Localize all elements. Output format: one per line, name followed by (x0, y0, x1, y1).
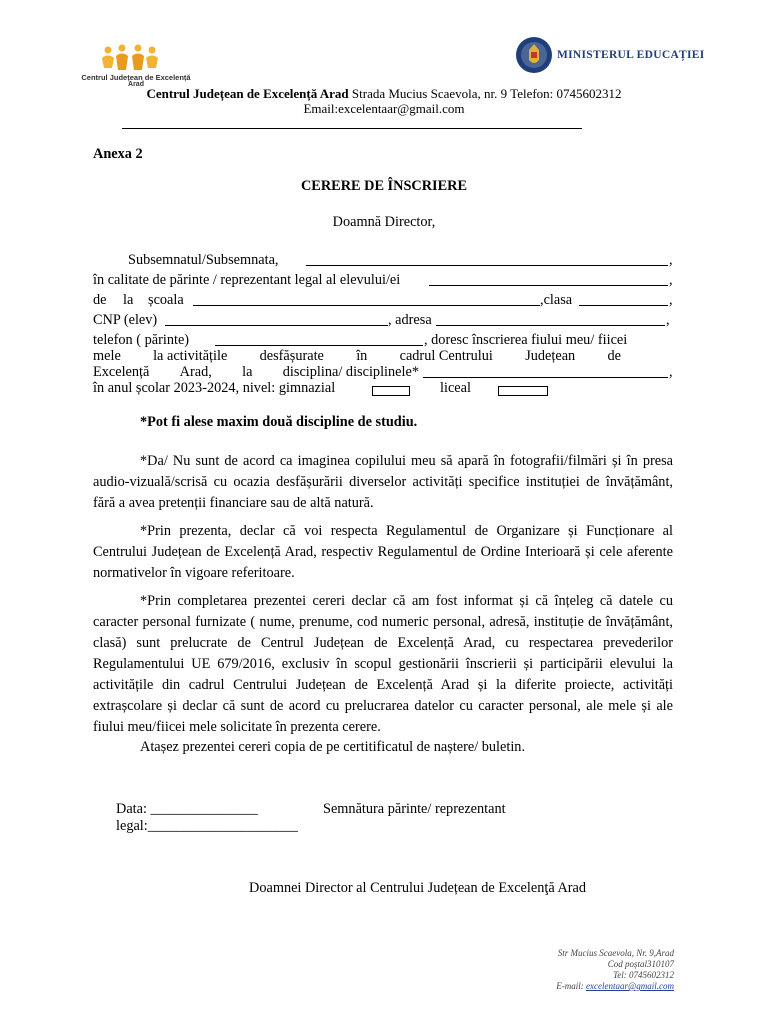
center-name: Centrul Județean de Excelență Arad (146, 86, 349, 101)
gimnazial-checkbox[interactable] (372, 386, 410, 396)
form-address-label: , adresa (388, 312, 432, 328)
footer-email-link[interactable]: excelentaar@gmail.com (585, 981, 674, 991)
legal-signature-field[interactable]: legal:_____________________ (116, 818, 298, 834)
form-activities-line (93, 348, 621, 365)
document-title: CERERE DE ÎNSCRIERE (300, 178, 468, 194)
ministry-logo (515, 36, 705, 76)
discipline-field[interactable] (423, 377, 668, 378)
form-school-word: de (93, 292, 107, 308)
center-header-line (0, 86, 768, 102)
comma: , (669, 272, 673, 288)
form-word: disciplina/ disciplinele* (282, 364, 419, 380)
salutation: Doamnă Director, (332, 214, 436, 230)
center-email: Email:excelentaar@gmail.com (303, 101, 465, 116)
ministry-seal-icon (515, 36, 553, 74)
liceal-checkbox[interactable] (498, 386, 548, 396)
footer-email-line (520, 981, 674, 992)
form-level-label: în anul școlar 2023-2024, nivel: gimnazial (93, 380, 336, 396)
form-class-label: ,clasa (540, 292, 573, 308)
form-word: la activitățile (153, 348, 228, 364)
form-word: Excelență (93, 364, 150, 380)
form-word: mele (93, 348, 121, 364)
form-word: cadrul Centrului (399, 348, 493, 364)
cnp-field[interactable] (165, 325, 388, 326)
addressee-line: Doamnei Director al Centrului Județean de Excelenţă Arad (249, 880, 587, 896)
form-liceal-label: liceal (440, 380, 471, 396)
disciplines-note: *Pot fi alese maxim două discipline de studiu. (140, 414, 418, 430)
form-word: de (607, 348, 621, 364)
logo-caption-city: Arad (128, 81, 144, 88)
form-cnp-label: CNP (elev) (93, 312, 158, 328)
footer-contact (520, 948, 674, 992)
date-field[interactable]: Data: _______________ (116, 801, 258, 817)
center-logo (66, 44, 206, 92)
comma: , (666, 312, 670, 328)
class-field[interactable] (579, 305, 668, 306)
regulation-paragraph (93, 521, 673, 584)
form-word: în (356, 348, 368, 364)
form-name-label: Subsemnatul/Subsemnata, (128, 252, 279, 268)
center-address: Strada Mucius Scaevola, nr. 9 Telefon: 0745602312 (348, 86, 622, 101)
form-enroll-text: , doresc înscrierea fiului meu/ fiicei (424, 332, 628, 348)
logo-caption: Centrul Județean de Excelență (81, 73, 191, 82)
footer-postal: Cod poștal310107 (607, 959, 674, 969)
header-divider (122, 128, 582, 129)
footer-street: Str Mucius Scaevola, Nr. 9,Arad (557, 948, 674, 958)
image-consent-paragraph (93, 451, 673, 514)
form-school-word: la (123, 292, 134, 308)
attachment-paragraph (93, 737, 673, 758)
signature-label: Semnătura părinte/ reprezentant (323, 801, 506, 817)
people-figures-icon (100, 44, 160, 74)
ministry-label: MINISTERUL EDUCAȚIEI (557, 49, 705, 61)
paragraph-text: *Prin prezenta, declar că voi respecta Regulamentul de Organizare și Funcționare al Centrului Județean de Excelență Arad, respectiv Regulamentul de Ordine Interioară și cele aferente normativelor în vigoare referitoare. (93, 523, 673, 581)
address-field[interactable] (436, 325, 665, 326)
paragraph-text: *Da/ Nu sunt de acord ca imaginea copilului meu să apară în fotografii/filmări și în presa audio-vizuală/scrisă cu ocazia desfășurării diverselor activități specifice instituției de învățământ, fără a avea pretenții financiare sau de altă natură. (93, 453, 673, 511)
form-word: la (242, 364, 253, 380)
phone-field[interactable] (215, 345, 423, 346)
form-phone-label: telefon ( părinte) (93, 332, 190, 348)
form-word: desfășurate (259, 348, 324, 364)
comma: , (669, 364, 673, 380)
student-name-field[interactable] (429, 285, 668, 286)
paragraph-text: Atașez prezentei cereri copia de pe certitificatul de naștere/ buletin. (140, 739, 526, 755)
comma: , (669, 292, 673, 308)
form-school-label: școala (148, 292, 184, 308)
school-field[interactable] (193, 305, 540, 306)
footer-phone: Tel: 0745602312 (613, 970, 674, 980)
comma: , (669, 252, 673, 268)
paragraph-text: *Prin completarea prezentei cereri declar că am fost informat și că înțeleg că datele cu caracter personal furnizate ( nume, prenume, cod numeric personal, adresă, instituție de învățământ, clasă) sunt prelucrate de Centrul Județean de Excelență Arad, cu respectarea prevederilor Regulamentului UE 679/2016, exclusiv în scopul gestionării înscrierii și participării elevului la activitățile din cadrul Centrului Județean de Excelență Arad și la diferite proiecte, activități extrașcolare și declar că sunt de acord cu prelucrarea datelor cu caracter personal, ale mele și ale fiului meu/fiicei mele solicitate în prezenta cerere. (93, 593, 673, 735)
footer-email-label: E-mail: (556, 981, 586, 991)
name-field[interactable] (306, 265, 668, 266)
form-word: Județean (525, 348, 576, 364)
form-guardian-label: în calitate de părinte / reprezentant legal al elevului/ei (93, 272, 401, 288)
gdpr-paragraph (93, 591, 673, 738)
annex-label: Anexa 2 (93, 146, 143, 162)
form-discipline-line (93, 364, 419, 381)
form-word: Arad, (179, 364, 212, 380)
